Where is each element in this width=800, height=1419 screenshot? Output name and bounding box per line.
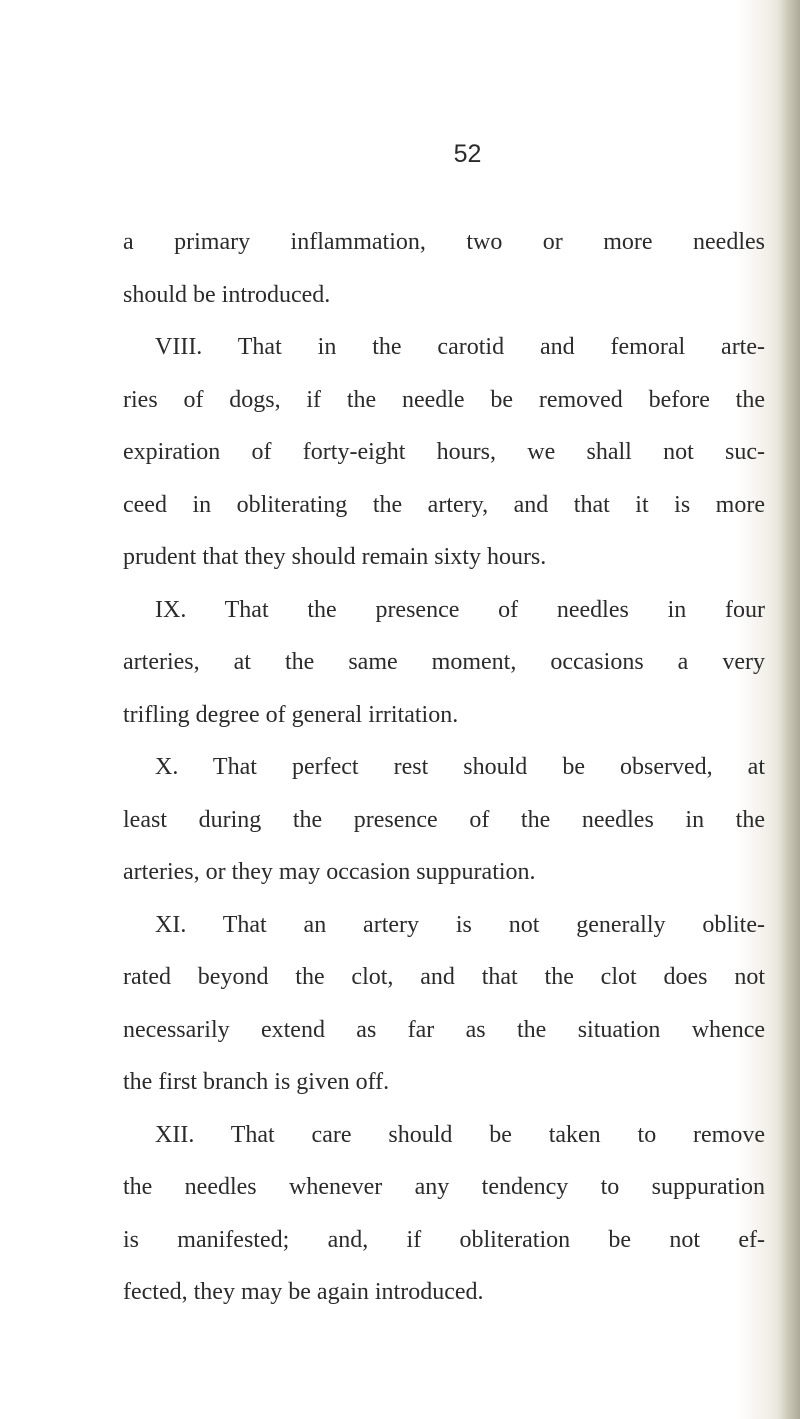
text-line: X. That perfect rest should be observed, at — [155, 754, 765, 780]
text-line: least during the presence of the needles in the — [123, 806, 765, 833]
text-line: arteries, at the same moment, occasions a very — [123, 649, 765, 675]
text-line: necessarily extend as far as the situation whence — [123, 1016, 765, 1043]
text-line: the first branch is given off. — [123, 1069, 390, 1095]
text-line: the needles whenever any tendency to suppuration — [123, 1174, 765, 1200]
text-line: ceed in obliterating the artery, and that it is more — [123, 491, 765, 518]
page-edge-shadow — [778, 0, 800, 1419]
text-line: arteries, or they may occasion suppuration. — [123, 859, 536, 885]
page-number: 52 — [453, 140, 482, 168]
text-line: is manifested; and, if obliteration be not ef- — [123, 1226, 765, 1253]
text-line: expiration of forty-eight hours, we shall not suc- — [123, 439, 765, 465]
body-text — [123, 216, 765, 1319]
text-line: a primary inflammation, two or more needles — [123, 229, 765, 255]
text-line: XI. That an artery is not generally oblite- — [155, 911, 765, 938]
text-line: fected, they may be again introduced. — [123, 1279, 484, 1305]
text-line: should be introduced. — [123, 281, 331, 308]
text-line: XII. That care should be taken to remove — [155, 1121, 765, 1148]
text-line: rated beyond the clot, and that the clot does not — [123, 964, 765, 990]
text-line: VIII. That in the carotid and femoral arte- — [155, 334, 765, 360]
text-line: IX. That the presence of needles in four — [155, 596, 765, 623]
text-line: ries of dogs, if the needle be removed before the — [123, 386, 765, 413]
text-line: prudent that they should remain sixty hours. — [123, 544, 547, 570]
text-line: trifling degree of general irritation. — [123, 701, 459, 728]
